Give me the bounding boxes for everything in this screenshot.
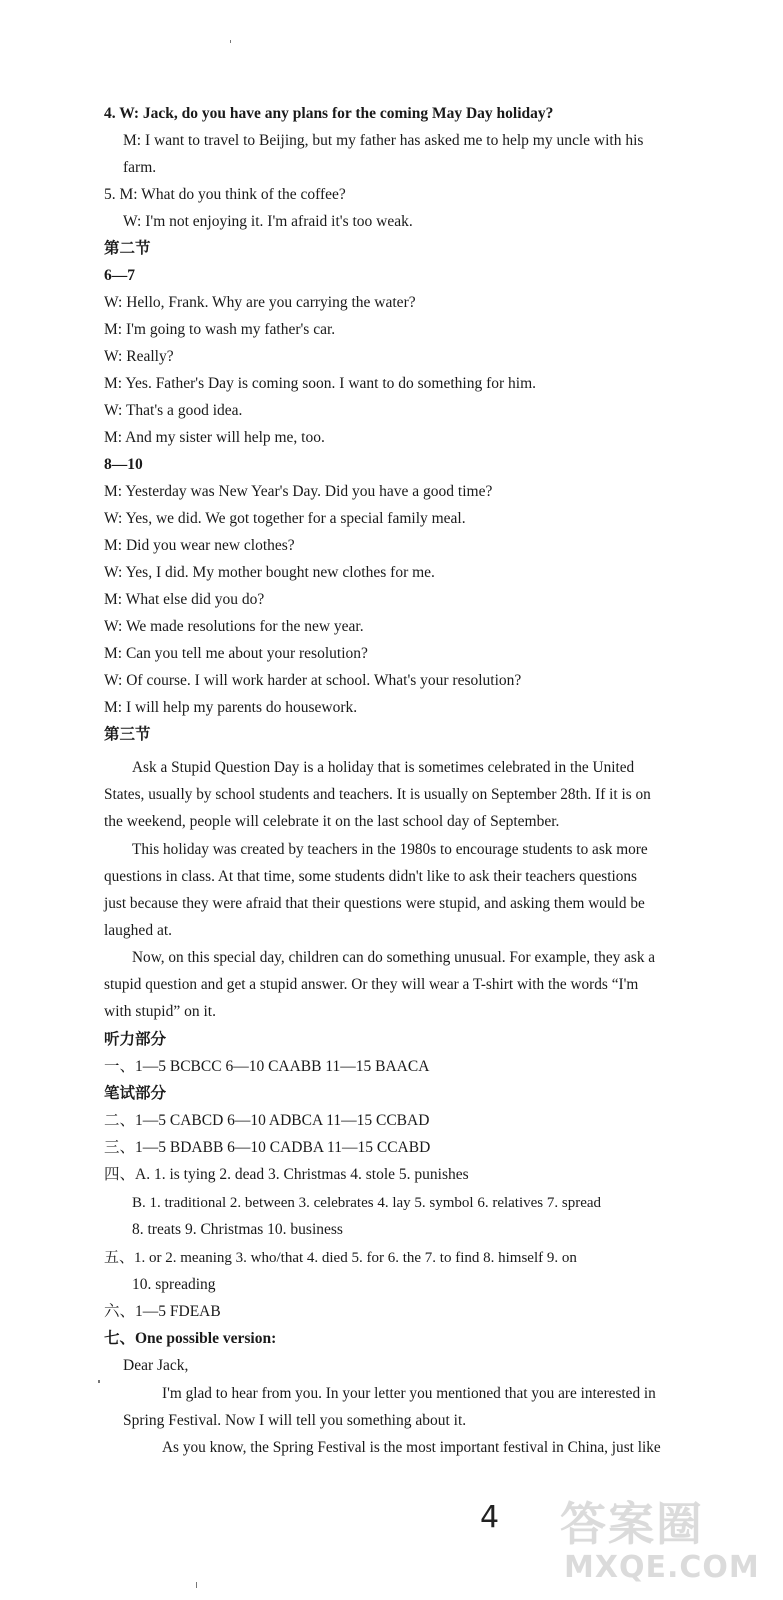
letter-line: Spring Festival. Now I will tell you something about it. <box>123 1412 467 1429</box>
dialogue-line: W: That's a good idea. <box>104 402 243 419</box>
answer-line: B. 1. traditional 2. between 3. celebrates 4. lay 5. symbol 6. relatives 7. spread <box>132 1195 602 1211</box>
watermark-logo <box>560 1488 770 1588</box>
dialogue-line: farm. <box>123 159 157 176</box>
section-heading: 第二节 <box>104 240 151 257</box>
letter-greeting: Dear Jack, <box>123 1357 189 1374</box>
answer-line: 四、A. 1. is tying 2. dead 3. Christmas 4. stole 5. punishes <box>104 1166 469 1183</box>
answers-heading: 笔试部分 <box>104 1085 167 1102</box>
paragraph-line: Ask a Stupid Question Day is a holiday that is sometimes celebrated in the United <box>132 759 635 776</box>
dialogue-line: W: Really? <box>104 348 174 365</box>
letter-line: As you know, the Spring Festival is the most important festival in China, just like <box>162 1439 661 1456</box>
paragraph-line: States, usually by school students and teachers. It is usually on September 28th. If it is on <box>104 786 651 803</box>
paragraph-line: with stupid” on it. <box>104 1003 216 1020</box>
dialogue-line: M: I want to travel to Beijing, but my father has asked me to help my uncle with his <box>123 132 644 149</box>
watermark-cn: 答案圈 <box>560 1497 704 1551</box>
answer-line: 三、1—5 BDABB 6—10 CADBA 11—15 CCABD <box>104 1139 431 1156</box>
dialogue-line: W: Hello, Frank. Why are you carrying the water? <box>104 294 416 311</box>
dialogue-line: W: I'm not enjoying it. I'm afraid it's too weak. <box>123 213 413 230</box>
paragraph-line: Now, on this special day, children can do something unusual. For example, they ask a <box>132 949 656 966</box>
paragraph-line: the weekend, people will celebrate it on the last school day of September. <box>104 813 560 830</box>
dialogue-line: M: Did you wear new clothes? <box>104 537 295 554</box>
dialogue-line: W: Yes, we did. We got together for a special family meal. <box>104 510 466 527</box>
page-number: 4 <box>480 1500 500 1535</box>
answer-line: 8. treats 9. Christmas 10. business <box>132 1221 343 1238</box>
scan-speck <box>196 1582 197 1588</box>
answer-line: 一、1—5 BCBCC 6—10 CAABB 11—15 BAACA <box>104 1058 430 1075</box>
paragraph-line: just because they were afraid that their questions were stupid, and asking them would be <box>104 895 645 912</box>
letter-line: I'm glad to hear from you. In your letter you mentioned that you are interested in <box>162 1385 656 1402</box>
answer-line: 10. spreading <box>132 1276 216 1293</box>
paragraph-line: laughed at. <box>104 922 173 939</box>
group-label: 8—10 <box>104 456 143 473</box>
dialogue-line: W: We made resolutions for the new year. <box>104 618 364 635</box>
dialogue-line: M: What else did you do? <box>104 591 265 608</box>
watermark-en: MXQE.COM <box>564 1550 760 1585</box>
scan-speck <box>230 40 231 43</box>
answer-line: 七、One possible version: <box>104 1330 277 1347</box>
scan-speck <box>98 1380 100 1383</box>
dialogue-line: M: I'm going to wash my father's car. <box>104 321 336 338</box>
answers-heading: 听力部分 <box>104 1031 167 1048</box>
answer-line: 二、1—5 CABCD 6—10 ADBCA 11—15 CCBAD <box>104 1112 430 1129</box>
answer-line: 五、1. or 2. meaning 3. who/that 4. died 5. for 6. the 7. to find 8. himself 9. on <box>104 1250 577 1266</box>
paragraph-line: This holiday was created by teachers in the 1980s to encourage students to ask more <box>132 841 648 858</box>
dialogue-line: 4. W: Jack, do you have any plans for the coming May Day holiday? <box>104 105 554 122</box>
dialogue-line: W: Of course. I will work harder at school. What's your resolution? <box>104 672 522 689</box>
paragraph-line: questions in class. At that time, some students didn't like to ask their teachers questions <box>104 868 637 885</box>
dialogue-line: M: And my sister will help me, too. <box>104 429 325 446</box>
answer-line: 六、1—5 FDEAB <box>104 1303 221 1320</box>
group-label: 6—7 <box>104 267 135 284</box>
dialogue-line: W: Yes, I did. My mother bought new clothes for me. <box>104 564 435 581</box>
dialogue-line: M: I will help my parents do housework. <box>104 699 358 716</box>
section-heading: 第三节 <box>104 726 151 743</box>
dialogue-line: M: Yes. Father's Day is coming soon. I want to do something for him. <box>104 375 537 392</box>
dialogue-line: 5. M: What do you think of the coffee? <box>104 186 346 203</box>
paragraph-line: stupid question and get a stupid answer. Or they will wear a T-shirt with the words “I'm <box>104 976 639 993</box>
dialogue-line: M: Can you tell me about your resolution? <box>104 645 368 662</box>
dialogue-line: M: Yesterday was New Year's Day. Did you have a good time? <box>104 483 493 500</box>
